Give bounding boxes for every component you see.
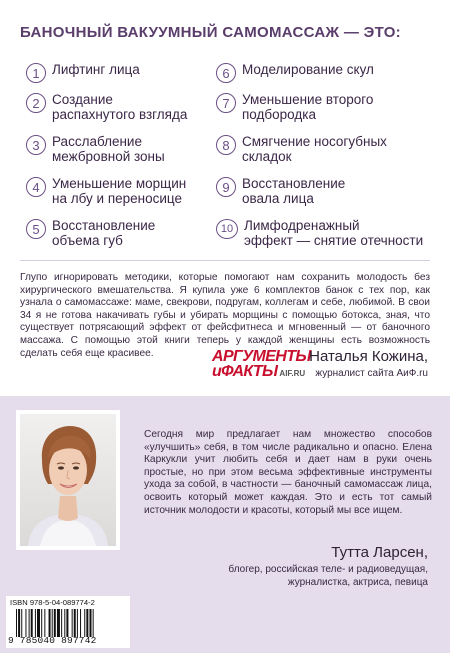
quote-author bbox=[228, 544, 428, 589]
benefit-item bbox=[216, 92, 373, 122]
benefit-item bbox=[26, 134, 165, 164]
page-title: БАНОЧНЫЙ ВАКУУМНЫЙ САМОМАССАЖ — ЭТО: bbox=[20, 24, 401, 41]
benefit-item bbox=[26, 92, 187, 122]
author-photo bbox=[16, 410, 120, 550]
barcode-digits: 9 785040 897742 bbox=[8, 635, 97, 646]
benefit-item bbox=[26, 176, 186, 206]
benefits-list bbox=[26, 62, 426, 254]
divider bbox=[20, 260, 430, 261]
benefit-number: 5 bbox=[26, 219, 46, 239]
quote-text: Сегодня мир предлагает нам множество способов «улучшить» себя, в том числе радикально и опасно. Елена Каркукли учит любить себя и дает нам в руки очень простые, но при этом весьма эффективные инструменты ухода за собой, в частности — баночный самомассаж лица, освоить который может каждая. Это и есть тот самый источник молодости и красоты, который мы все ищем. bbox=[144, 429, 432, 516]
benefit-item bbox=[216, 134, 387, 164]
benefit-text: Моделирование скул bbox=[242, 62, 374, 77]
review-author bbox=[309, 348, 428, 379]
benefit-number: 6 bbox=[216, 63, 236, 83]
portrait-image bbox=[20, 414, 116, 546]
benefit-number: 10 bbox=[216, 219, 238, 239]
isbn-label: ISBN 978-5-04-089774-2 bbox=[10, 598, 95, 607]
benefit-text: Восстановление овала лица bbox=[242, 176, 346, 206]
benefit-text: Восстановление объема губ bbox=[52, 218, 156, 248]
benefit-number: 2 bbox=[26, 93, 46, 113]
benefit-item bbox=[26, 218, 155, 248]
benefit-text: Уменьшение второго подбородка bbox=[242, 92, 374, 122]
benefit-number: 7 bbox=[216, 93, 236, 113]
barcode-icon bbox=[16, 609, 124, 637]
aif-logo: АРГУМЕНТЫ иФАКТЫ AIF.RU bbox=[212, 348, 311, 380]
isbn-barcode bbox=[6, 596, 130, 648]
benefit-item bbox=[26, 62, 140, 83]
benefit-item bbox=[216, 218, 423, 248]
benefit-number: 8 bbox=[216, 135, 236, 155]
benefit-item bbox=[216, 62, 374, 83]
benefit-text: Лимфодренажный эффект — снятие отечности bbox=[244, 218, 424, 248]
benefit-item bbox=[216, 176, 345, 206]
author-name: Тутта Ларсен, bbox=[331, 544, 428, 561]
benefit-text: Смягчение носогубных складок bbox=[242, 134, 387, 164]
author-name: Наталья Кожина, bbox=[309, 348, 428, 365]
benefit-number: 3 bbox=[26, 135, 46, 155]
benefit-number: 1 bbox=[26, 63, 46, 83]
review-text: Глупо игнорировать методики, которые помогают нам сохранить молодость без хирургического вмешательства. Я купила уже 6 комплектов банок с тех пор, как узнала о самомассаже: маме, свекрови, подругам, коллегам и себе, любимой. В свои 34 я не готова накачивать губы и убирать морщины с помощью ботокса, зная, что существует потрясающий эффект от фейсфитнеса и мгновенный — от баночного массажа. С помощью этой книги теперь у каждой женщины есть возможность сделать себя еще красивее. bbox=[20, 272, 430, 359]
author-role: блогер, российская теле- и радиоведущая, журналистка, актриса, певица bbox=[228, 564, 428, 588]
benefit-text: Создание распахнутого взгляда bbox=[52, 92, 188, 122]
benefit-text: Расслабление межбровной зоны bbox=[52, 134, 165, 164]
benefit-text: Лифтинг лица bbox=[52, 62, 140, 77]
benefit-number: 4 bbox=[26, 177, 46, 197]
author-role: журналист сайта АиФ.ru bbox=[315, 368, 428, 379]
benefit-text: Уменьшение морщин на лбу и переносице bbox=[52, 176, 187, 206]
benefit-number: 9 bbox=[216, 177, 236, 197]
